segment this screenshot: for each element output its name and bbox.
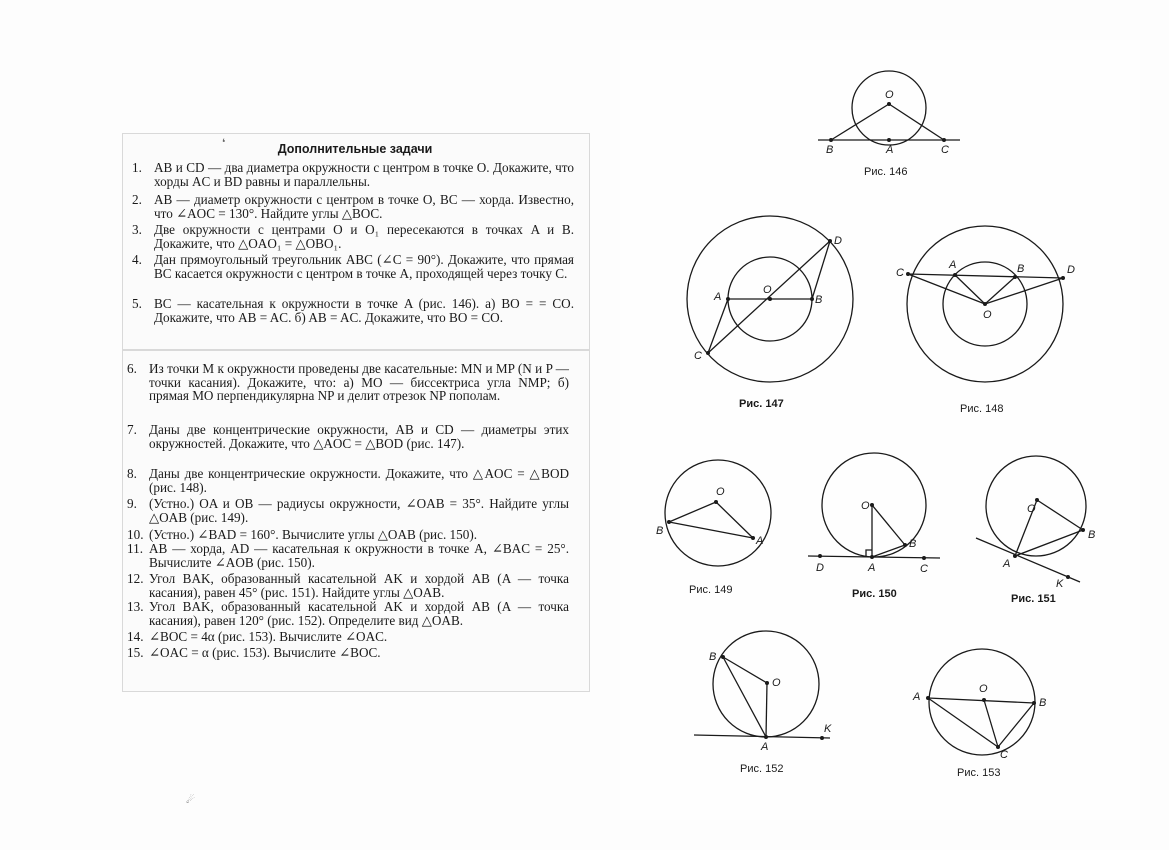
- scan-speck: ☄: [186, 795, 195, 806]
- label-A: A: [913, 691, 921, 703]
- figure-150: [808, 453, 940, 575]
- caption-153: Рис. 153: [957, 767, 1001, 779]
- problem-text: Угол BAK, образованный касательной AK и хордой AB (A — точка касания), равен 45° (рис. 151). Найдите углы △OAB.: [149, 571, 569, 600]
- problem-text: Дан прямоугольный треугольник ABC (∠C = 90°). Докажите, что прямая BC касается окружности с центром в точке A, проходящей через точку C.: [154, 252, 574, 281]
- problem-text: Угол BAK, образованный касательной AK и хордой AB (A — точка касания), равен 120° (рис. 152). Определите вид △OAB.: [149, 599, 569, 628]
- caption-148: Рис. 148: [960, 403, 1004, 415]
- label-A: A: [756, 535, 764, 547]
- problem-text: Даны две концентрические окружности, AB и CD — диаметры этих окружностей. Докажите, что △AOC = △BOD (рис. 147).: [149, 422, 569, 451]
- label-D: D: [816, 562, 824, 574]
- label-O: O: [983, 309, 992, 321]
- problem-text: Две окружности с центрами O и O₁ пересекаются в точках A и B. Докажите, что △OAO₁ = △OBO₁.: [154, 222, 574, 251]
- problem-number: 13.: [127, 599, 144, 614]
- section-heading: Дополнительные задачи: [277, 142, 433, 156]
- problem-number: 8.: [127, 466, 137, 481]
- problem-number: 1.: [132, 160, 142, 175]
- caption-152: Рис. 152: [740, 763, 784, 775]
- label-C: C: [694, 350, 702, 362]
- problem-number: 10.: [127, 527, 144, 542]
- problem-number: 5.: [132, 296, 142, 311]
- figure-147: [687, 216, 853, 382]
- scan-speck: ❛: [222, 138, 226, 149]
- problem-number: 7.: [127, 422, 137, 437]
- label-A: A: [1003, 558, 1011, 570]
- label-C: C: [896, 267, 904, 279]
- figure-151: [976, 456, 1095, 590]
- figure-153: [912, 649, 1046, 761]
- label-B: B: [826, 144, 834, 156]
- problem-number: 15.: [127, 645, 144, 660]
- problem-text: Из точки M к окружности проведены две касательные: MN и MP (N и P — точки касания). Докажите, что: а) MO — биссектриса угла NMP; б) прямая MO перпендикулярна NP и делит отрезок NP пополам.: [149, 361, 569, 404]
- problem-text: (Устно.) ∠BAD = 160°. Вычислите углы △OAB (рис. 150).: [149, 527, 478, 542]
- label-O: O: [1027, 503, 1036, 515]
- problem-text: AB и CD — два диаметра окружности с центром в точке O. Докажите, что хорды AC и BD равны и параллельны.: [154, 160, 574, 189]
- label-K: K: [1056, 578, 1064, 590]
- figure-146: [818, 71, 960, 156]
- label-A: A: [886, 144, 894, 156]
- caption-151: Рис. 151: [1011, 593, 1056, 605]
- caption-146: Рис. 146: [864, 166, 908, 178]
- label-B: B: [1039, 697, 1047, 709]
- label-C: C: [920, 563, 928, 575]
- problem-text: AB — диаметр окружности с центром в точке O, BC — хорда. Известно, что ∠AOC = 130°. Найдите углы △BOC.: [154, 192, 574, 221]
- label-O: O: [772, 677, 781, 689]
- label-B: B: [909, 538, 917, 550]
- label-A: A: [714, 291, 722, 303]
- label-C: C: [941, 144, 949, 156]
- label-B: B: [709, 651, 717, 663]
- problem-number: 6.: [127, 361, 137, 376]
- problem-number: 11.: [127, 541, 143, 556]
- problem-number: 4.: [132, 252, 142, 267]
- caption-150: Рис. 150: [852, 588, 897, 600]
- problem-number: 2.: [132, 192, 142, 207]
- problem-number: 14.: [127, 629, 144, 644]
- label-A: A: [949, 259, 957, 271]
- caption-149: Рис. 149: [689, 584, 733, 596]
- label-O: O: [716, 486, 725, 498]
- problem-text: ∠OAC = α (рис. 153). Вычислите ∠BOC.: [149, 645, 381, 660]
- label-C: C: [1000, 749, 1008, 761]
- label-O: O: [885, 89, 894, 101]
- label-O: O: [979, 683, 988, 695]
- label-B: B: [815, 294, 823, 306]
- problem-text: (Устно.) OA и OB — радиусы окружности, ∠OAB = 35°. Найдите углы △OAB (рис. 149).: [149, 496, 569, 525]
- caption-147: Рис. 147: [739, 398, 784, 410]
- label-O: O: [861, 500, 870, 512]
- problem-text: Даны две концентрические окружности. Докажите, что △AOC = △BOD (рис. 148).: [149, 466, 569, 495]
- label-B: B: [656, 525, 664, 537]
- problem-text: BC — касательная к окружности в точке A (рис. 146). а) BO = = CO. Докажите, что AB = AC. б) AB = AC. Докажите, что BO = CO.: [154, 296, 574, 325]
- figure-148: [896, 226, 1075, 382]
- problem-number: 9.: [127, 496, 137, 511]
- label-K: K: [824, 723, 832, 735]
- label-D: D: [1067, 264, 1075, 276]
- label-A: A: [868, 562, 876, 574]
- figure-152: [694, 631, 832, 753]
- label-B: B: [1088, 529, 1096, 541]
- label-O: O: [763, 284, 772, 296]
- label-B: B: [1017, 263, 1025, 275]
- figure-149: [656, 460, 771, 566]
- problem-text: ∠BOC = 4α (рис. 153). Вычислите ∠OAC.: [149, 629, 388, 644]
- problem-number: 3.: [132, 222, 142, 237]
- label-D: D: [834, 235, 842, 247]
- problem-text: AB — хорда, AD — касательная к окружности в точке A, ∠BAC = 25°. Вычислите ∠AOB (рис. 150).: [149, 541, 569, 570]
- label-A: A: [761, 741, 769, 753]
- problem-number: 12.: [127, 571, 144, 586]
